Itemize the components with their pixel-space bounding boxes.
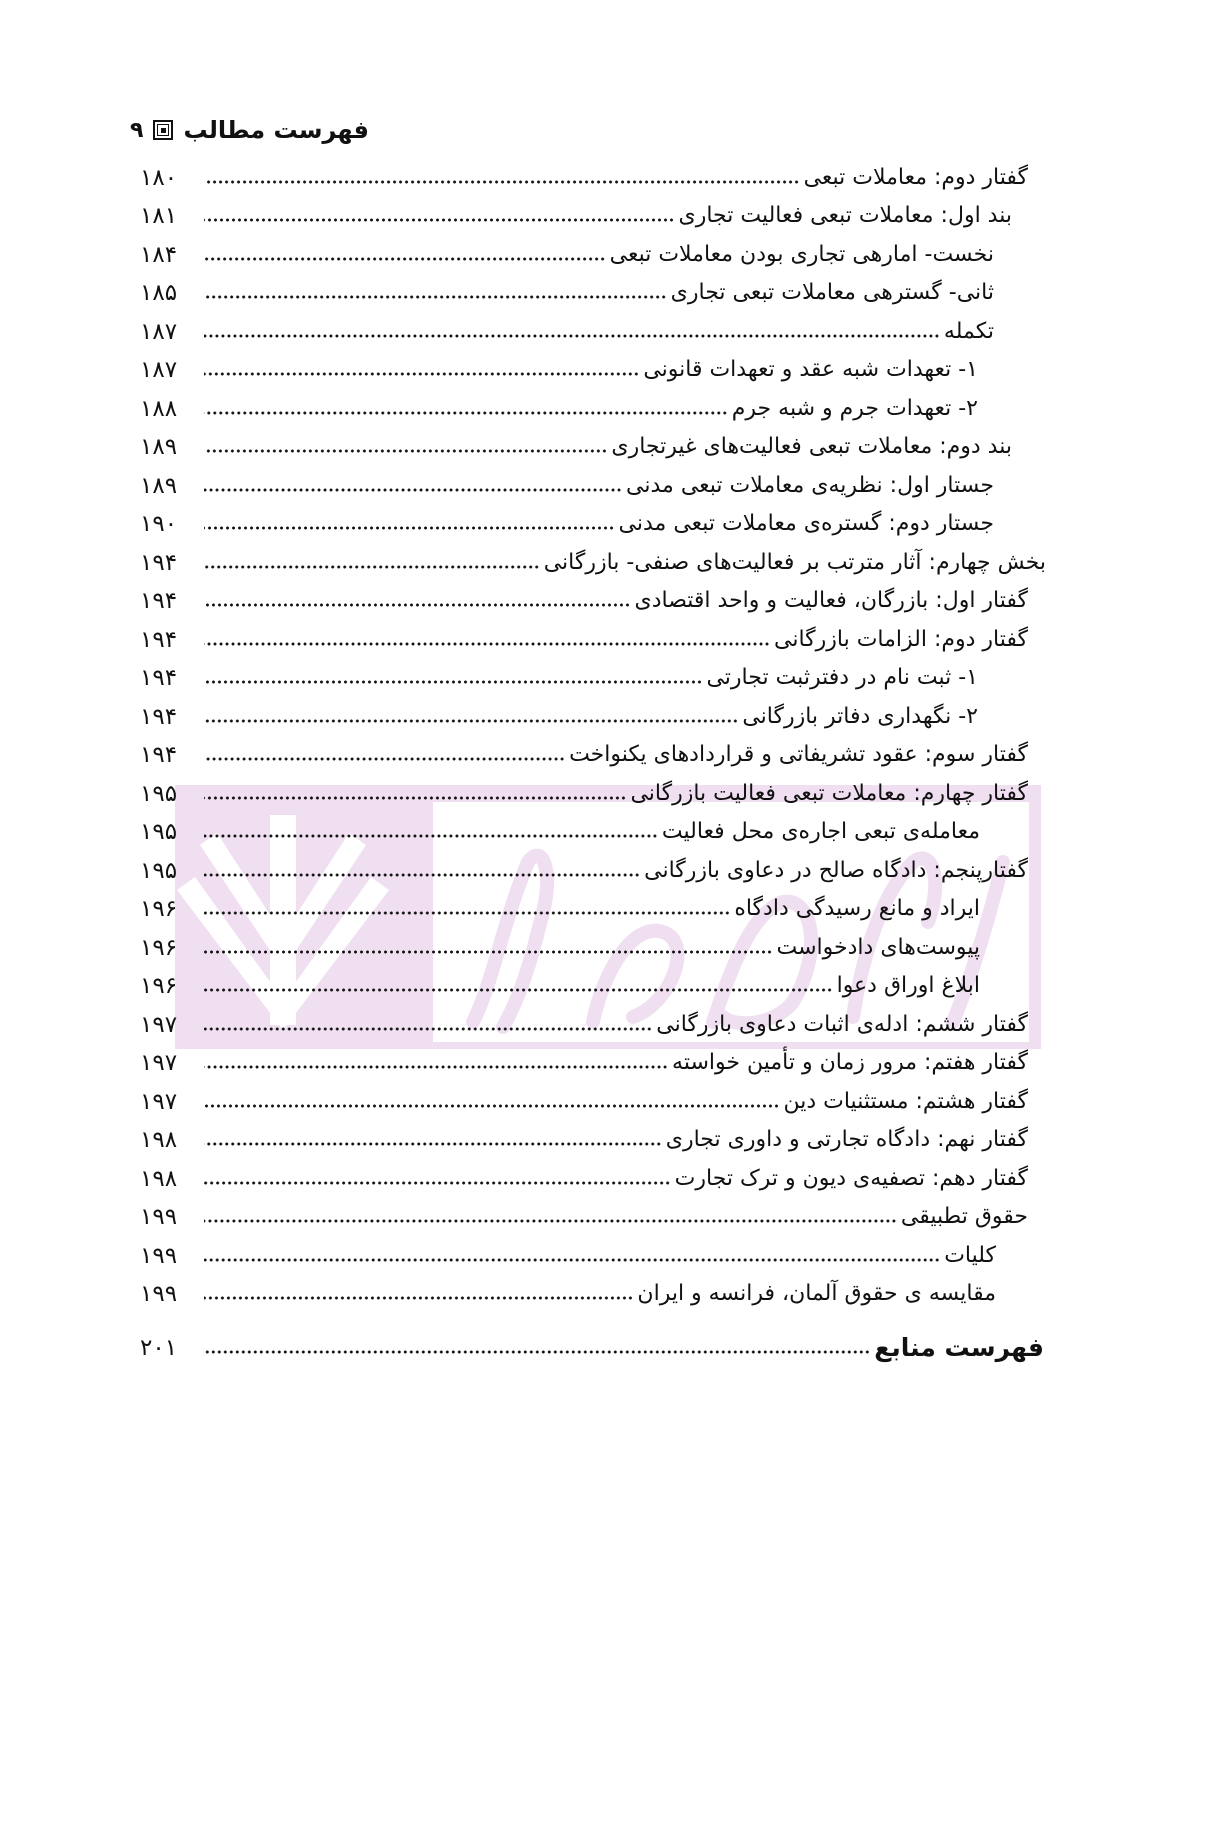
toc-entry-label: بند اول: معاملات تبعی فعالیت تجاری [678, 203, 1012, 228]
toc-entry-label: گفتار هشتم: مستثنیات دین [783, 1089, 1028, 1114]
toc-page-number: ۱۹۸ [140, 1127, 178, 1153]
toc-page-number: ۱۹۵ [140, 858, 178, 884]
toc-entry-label: گفتار ششم: ادله‌ی اثبات دعاوی بازرگانی [656, 1012, 1028, 1037]
toc-page-number: ۱۸۵ [140, 280, 178, 306]
toc-entry-label: مقایسه ی حقوق آلمان، فرانسه و ایران [637, 1281, 996, 1306]
dot-leader [204, 486, 622, 494]
toc-page-number: ۱۹۵ [140, 819, 178, 845]
toc-page-number: ۱۹۶ [140, 896, 178, 922]
toc-entry[interactable] [140, 1238, 996, 1274]
dot-leader [204, 832, 658, 840]
toc-entry[interactable] [140, 314, 994, 350]
dot-leader [204, 601, 630, 609]
dot-leader [204, 1294, 633, 1302]
toc-entry[interactable] [140, 699, 978, 735]
toc-entry[interactable] [140, 1199, 1028, 1235]
toc-entry-label: ابلاغ اوراق دعوا [836, 973, 980, 998]
toc-entry-label: گفتار دوم: معاملات تبعی [803, 165, 1028, 190]
toc-entry-label: کلیات [944, 1243, 996, 1268]
toc-page-number: ۱۸۷ [140, 357, 178, 383]
dot-leader [204, 255, 606, 263]
toc-page-number: ۱۸۷ [140, 319, 178, 345]
dot-leader [204, 370, 639, 378]
toc-entry[interactable] [140, 1084, 1028, 1120]
dot-leader [204, 409, 728, 417]
toc-entry-label: حقوق تطبیقی [900, 1204, 1028, 1229]
toc-entry-label: جستار دوم: گستره‌ی معاملات تبعی مدنی [618, 511, 994, 536]
toc-entry[interactable] [140, 198, 1012, 234]
dot-leader [204, 447, 607, 455]
toc-page-number: ۱۸۰ [140, 165, 178, 191]
toc-entry-label: جستار اول: نظریه‌ی معاملات تبعی مدنی [626, 473, 994, 498]
toc-entry[interactable] [140, 506, 994, 542]
dot-leader [204, 216, 675, 224]
toc-page-number: ۱۸۴ [140, 242, 178, 268]
page-number: ۹ [130, 117, 144, 143]
toc-entry-label: ایراد و مانع رسیدگی دادگاه [734, 896, 980, 921]
toc-entry-label: گفتار اول: بازرگان، فعالیت و واحد اقتصادی [634, 588, 1028, 613]
toc-entry[interactable] [140, 468, 994, 504]
toc-page-number: ۱۹۰ [140, 511, 178, 537]
toc-entry-label: ۱- تعهدات شبه عقد و تعهدات قانونی [643, 357, 978, 382]
toc-page-number: ۱۸۱ [140, 203, 178, 229]
toc-entry[interactable] [140, 1276, 996, 1312]
toc-entry-label: ۱- ثبت نام در دفترثبت تجارتی [706, 665, 978, 690]
toc-entry-label: ۲- نگهداری دفاتر بازرگانی [742, 704, 978, 729]
toc-entry[interactable] [140, 891, 980, 927]
dot-leader [204, 524, 615, 532]
dot-leader [204, 1217, 897, 1225]
toc-entry[interactable] [140, 853, 1028, 889]
toc-page-number: ۱۹۸ [140, 1166, 178, 1192]
toc-entry[interactable] [140, 622, 1028, 658]
toc-entry[interactable] [140, 1007, 1028, 1043]
dot-leader [204, 293, 667, 301]
dot-leader [204, 909, 730, 917]
toc-entry-label: گفتار دهم: تصفیه‌ی دیون و ترک تجارت [674, 1166, 1028, 1191]
toc-page-number: ۱۸۹ [140, 473, 178, 499]
dot-leader [204, 178, 800, 186]
toc-page-number: ۲۰۱ [140, 1335, 178, 1361]
toc-entry-label: تکمله [943, 319, 994, 344]
toc-entry[interactable] [140, 391, 978, 427]
toc-page-number: ۱۹۴ [140, 627, 178, 653]
toc-entry[interactable] [140, 160, 1028, 196]
dot-leader [204, 1256, 940, 1264]
toc-entry-label: نخست- امارهی تجاری بودن معاملات تبعی [609, 242, 994, 267]
dot-leader [204, 1025, 652, 1033]
toc-page-number: ۱۹۶ [140, 935, 178, 961]
toc-page-number: ۱۸۹ [140, 434, 178, 460]
dot-leader [204, 640, 770, 648]
dot-leader [204, 986, 833, 994]
toc-page-number: ۱۹۹ [140, 1281, 178, 1307]
dot-leader [204, 332, 940, 340]
toc-entry[interactable] [140, 237, 994, 273]
toc-entry[interactable] [140, 776, 1028, 812]
dot-leader [204, 794, 626, 802]
dot-leader [204, 1102, 779, 1110]
dot-leader [204, 871, 640, 879]
toc-entry-label: بند دوم: معاملات تبعی فعالیت‌های غیرتجاری [611, 434, 1012, 459]
toc-entry[interactable] [140, 930, 980, 966]
toc-page-number: ۱۹۴ [140, 665, 178, 691]
toc-page-number: ۱۹۹ [140, 1204, 178, 1230]
dot-leader [204, 755, 565, 763]
page-title: فهرست مطالب [183, 116, 369, 144]
dot-leader [204, 1179, 671, 1187]
toc-entry[interactable] [140, 275, 994, 311]
toc-page-number: ۱۹۷ [140, 1089, 178, 1115]
toc-entry[interactable] [140, 545, 1046, 581]
toc-entry[interactable] [140, 352, 978, 388]
toc-entry-label: فهرست منابع [874, 1333, 1044, 1362]
toc-page-number: ۱۹۷ [140, 1050, 178, 1076]
toc-entry-label: پیوست‌های دادخواست [776, 935, 980, 960]
toc-entry[interactable] [140, 737, 1028, 773]
toc-page-number: ۱۹۷ [140, 1012, 178, 1038]
toc-page-number: ۱۸۸ [140, 396, 178, 422]
dot-leader [204, 678, 702, 686]
toc-entry[interactable] [140, 1045, 1028, 1081]
dot-leader [204, 717, 738, 725]
dot-leader [204, 563, 540, 571]
toc-entry-label: گفتار سوم: عقود تشریفاتی و قراردادهای یکنواخت [569, 742, 1028, 767]
dot-leader [204, 948, 773, 956]
dot-leader [204, 1348, 870, 1356]
toc-entry[interactable] [140, 1161, 1028, 1197]
toc-page-number: ۱۹۹ [140, 1243, 178, 1269]
toc-entry-label: گفتار هفتم: مرور زمان و تأمین خواسته [672, 1050, 1028, 1075]
toc-entry-label: ۲- تعهدات جرم و شبه جرم [731, 396, 978, 421]
toc-page-number: ۱۹۶ [140, 973, 178, 999]
toc-entry-references[interactable] [140, 1330, 1044, 1366]
dot-leader [204, 1140, 662, 1148]
toc-entry[interactable] [140, 660, 978, 696]
toc-entry-label: گفتار چهارم: معاملات تبعی فعالیت بازرگانی [630, 781, 1028, 806]
dot-leader [204, 1063, 668, 1071]
toc-entry-label: گفتار نهم: دادگاه تجارتی و داوری تجاری [665, 1127, 1028, 1152]
toc-entry-label: گفتارپنجم: دادگاه صالح در دعاوی بازرگانی [644, 858, 1028, 883]
toc-entry-label: گفتار دوم: الزامات بازرگانی [774, 627, 1028, 652]
toc-entry-label: ثانی- گسترهی معاملات تبعی تجاری [670, 280, 994, 305]
toc-entry[interactable] [140, 583, 1028, 619]
toc-entry[interactable] [140, 968, 980, 1004]
toc-page-number: ۱۹۴ [140, 704, 178, 730]
toc-page-number: ۱۹۴ [140, 588, 178, 614]
toc-page-number: ۱۹۴ [140, 742, 178, 768]
toc-page-number: ۱۹۴ [140, 550, 178, 576]
toc-page-number: ۱۹۵ [140, 781, 178, 807]
toc-entry-label: بخش چهارم: آثار مترتب بر فعالیت‌های صنفی- بازرگانی [543, 550, 1046, 575]
toc-entry[interactable] [140, 1122, 1028, 1158]
toc-entry-label: معامله‌ی تبعی اجاره‌ی محل فعالیت [661, 819, 980, 844]
toc-entry[interactable] [140, 814, 980, 850]
toc-entry[interactable] [140, 429, 1012, 465]
